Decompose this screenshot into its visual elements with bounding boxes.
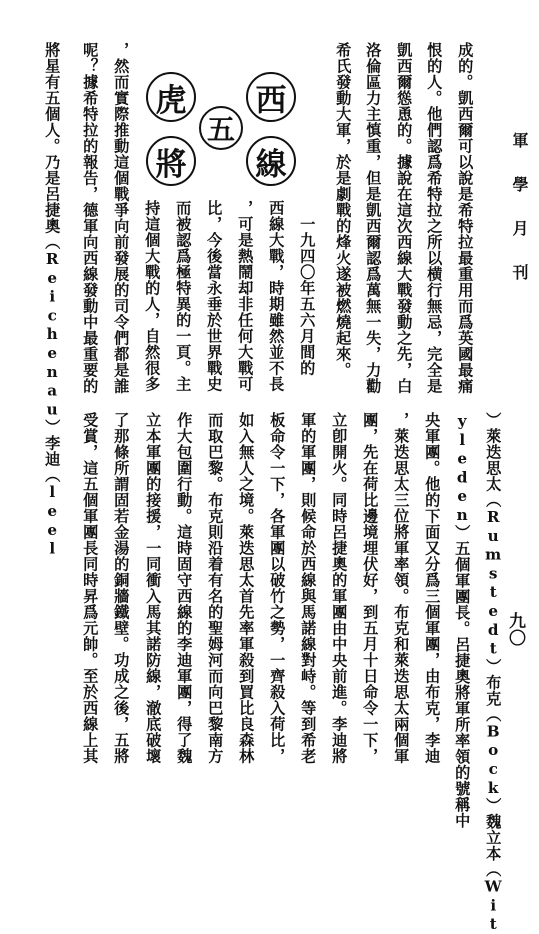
section-title-char-4: 虎 — [146, 72, 196, 122]
section-title-char-1: 西 — [246, 72, 296, 122]
text-column: 希氏發動大軍，於是劇戰的烽火遂被燃燒起來。 — [334, 42, 353, 378]
text-column: 而被認爲極特異的一頁。主 — [174, 200, 193, 392]
text-column: 受賞，這五個軍團長同時昇爲元帥。至於西線上其 — [81, 412, 100, 764]
text-column: 持這個大戰的人，自然很多 — [143, 200, 162, 392]
text-column: 板命令一下，各軍團以破竹之勢，一齊殺入荷比， — [268, 412, 287, 764]
text-column: ，萊迭思太三位將軍率領。布克和萊迭思太兩個軍 — [392, 412, 411, 764]
section-title-char-5: 將 — [146, 136, 196, 186]
page-number: 九〇 — [505, 612, 525, 646]
text-column: 將星有五個人。乃是呂捷奧（Reichenau）李迪（leel — [43, 42, 62, 559]
text-column: 立卽開火。同時呂捷奧的軍團由中央前進。李迪將 — [330, 412, 349, 764]
text-column: yleden）五個軍團長。呂捷奧將軍所率領的號稱中 — [453, 412, 472, 829]
text-column: 凱西爾慫恿的。據說在這次西線大戰發動之先，白 — [395, 42, 414, 394]
text-column: 成的。凱西爾可以說是希特拉最重用而爲英國最痛 — [456, 42, 475, 394]
text-column: 西線大戰，時期雖然並不長 — [267, 200, 286, 392]
text-column: 立本軍團的接援，一同衝入馬其諾防線，澈底破壞 — [144, 412, 163, 764]
text-column: 如入無人之境。萊迭思太首先率軍殺到買比良森林 — [237, 412, 256, 764]
journal-title: 軍學月刊 — [510, 132, 529, 308]
text-column: 一九四〇年五六月間的 — [298, 200, 317, 376]
text-column: ，然而實際推動這個戰爭向前發展的司令們都是誰 — [112, 42, 131, 394]
text-column: 而取巴黎。布克則沿着有名的聖姆河而向巴黎南方 — [206, 412, 225, 764]
text-column: 比，今後當永垂於世界戰史 — [205, 200, 224, 392]
text-column: 軍的軍團，則候命於西線與馬諾線對峙。等到希老 — [299, 412, 318, 764]
text-column: ）萊迭思太（Rumstedt）布克（Bock）魏立本（Wit — [484, 412, 503, 934]
text-column: 央軍團。他的下面又分爲三個軍團，由布克，李迪 — [423, 412, 442, 764]
text-column: 作大包圍行動。這時固守西線的李迪軍團，得了魏 — [175, 412, 194, 764]
text-column: 呢？據希特拉的報告，德軍向西線發動中最重要的 — [81, 42, 100, 394]
section-title-char-2: 線 — [246, 136, 296, 186]
text-column: 洛倫區力主慎重，但是凱西爾認爲萬無一失，力勸 — [364, 42, 383, 394]
text-column: ，可是熱鬧却非任何大戰可 — [236, 200, 255, 392]
text-column: 恨的人。他們認爲希特拉之所以横行無忌，完全是 — [425, 42, 444, 394]
text-column: 了那條所謂固若金湯的銅牆鐵壁。功成之後，五將 — [112, 412, 131, 764]
text-column: 團，先在荷比邊境埋伏好，到五月十日命令一下， — [361, 412, 380, 764]
section-title-char-3: 五 — [199, 106, 243, 150]
